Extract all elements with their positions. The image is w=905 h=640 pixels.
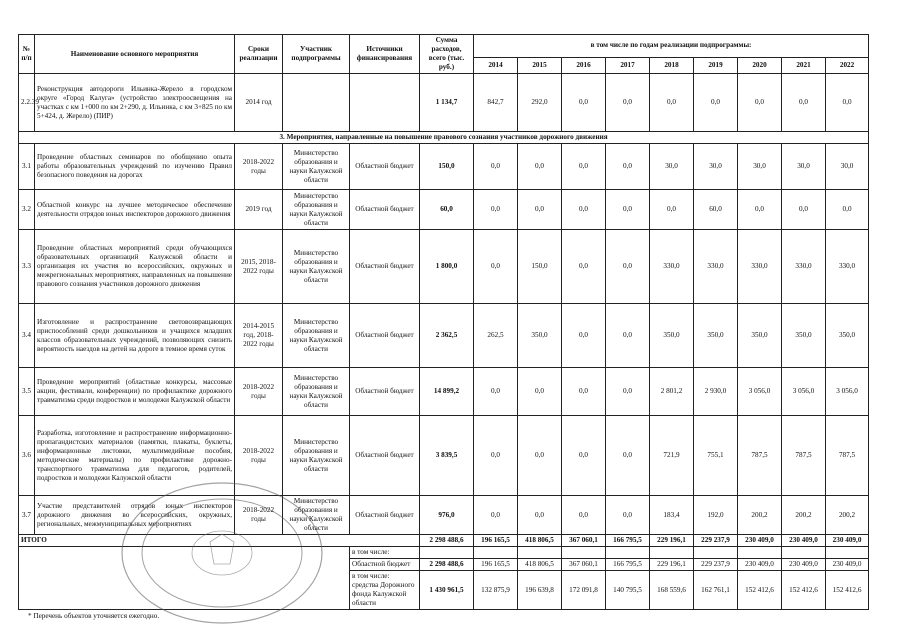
row-value: 200,2 <box>782 496 826 535</box>
program-table <box>18 34 869 610</box>
row-value: 0,0 <box>738 190 782 230</box>
row-value: 2 930,0 <box>694 368 738 416</box>
fund-value: 168 559,6 <box>650 571 694 610</box>
totals-incl-label: в том числе: <box>350 547 420 559</box>
header-source: Источники финансирования <box>350 35 420 74</box>
fund-total: 1 430 961,5 <box>420 571 474 610</box>
totals-value: 229 237,9 <box>694 535 738 547</box>
row-source: Областной бюджет <box>350 230 420 304</box>
row-participant: Министерство образования и науки Калужской области <box>283 230 350 304</box>
totals-value: 230 409,0 <box>826 535 869 547</box>
row-value: 200,2 <box>738 496 782 535</box>
row-term: 2019 год <box>235 190 283 230</box>
row-value: 0,0 <box>562 416 606 496</box>
row-value: 30,0 <box>782 144 826 190</box>
row-value: 0,0 <box>518 416 562 496</box>
row-value: 350,0 <box>650 304 694 368</box>
totals-row <box>19 535 869 547</box>
header-year: 2019 <box>694 57 738 73</box>
row-value: 0,0 <box>474 230 518 304</box>
table-row <box>19 368 869 416</box>
row-value: 30,0 <box>826 144 869 190</box>
row-num: 2.2.39 <box>19 74 35 132</box>
row-value: 0,0 <box>606 190 650 230</box>
row-source: Областной бюджет <box>350 304 420 368</box>
row-source: Областной бюджет <box>350 496 420 535</box>
row-value: 0,0 <box>826 74 869 132</box>
totals-value: 229 196,1 <box>650 535 694 547</box>
program-table-container <box>18 34 868 610</box>
row-value: 0,0 <box>474 144 518 190</box>
row-value: 0,0 <box>474 496 518 535</box>
header-year: 2017 <box>606 57 650 73</box>
row-value: 0,0 <box>782 74 826 132</box>
row-value: 0,0 <box>738 74 782 132</box>
row-participant: Министерство образования и науки Калужской области <box>283 304 350 368</box>
row-value: 3 056,0 <box>738 368 782 416</box>
row-value: 200,2 <box>826 496 869 535</box>
footnote: * Перечень объектов уточняется ежегодно. <box>28 612 160 620</box>
row-name: Разработка, изготовление и распространение информационно-пропагандистских материалов (памятки, плакаты, буклеты, информационные листовки, мультимедийные пособия, методические материалы) по профилактике дорожно-транспортного травматизма для педагогов, родителей, подростков и молодежи Калужской области <box>35 416 235 496</box>
table-row <box>19 230 869 304</box>
row-value: 2 801,2 <box>650 368 694 416</box>
fund-value: 152 412,6 <box>826 571 869 610</box>
row-value: 262,5 <box>474 304 518 368</box>
row-value: 0,0 <box>518 496 562 535</box>
fund-value: 152 412,6 <box>782 571 826 610</box>
row-value: 0,0 <box>474 416 518 496</box>
regional-value: 367 060,1 <box>562 559 606 571</box>
row-total: 976,0 <box>420 496 474 535</box>
row-num: 3.6 <box>19 416 35 496</box>
regional-value: 230 409,0 <box>826 559 869 571</box>
row-total: 2 362,5 <box>420 304 474 368</box>
row-value: 292,0 <box>518 74 562 132</box>
totals-incl-row <box>19 547 869 559</box>
row-term: 2014 год <box>235 74 283 132</box>
fund-value: 172 091,8 <box>562 571 606 610</box>
row-value: 30,0 <box>650 144 694 190</box>
header-year: 2022 <box>826 57 869 73</box>
row-value: 0,0 <box>474 190 518 230</box>
row-source: Областной бюджет <box>350 144 420 190</box>
regional-value: 230 409,0 <box>782 559 826 571</box>
row-value: 330,0 <box>738 230 782 304</box>
row-value: 0,0 <box>650 190 694 230</box>
row-value: 330,0 <box>694 230 738 304</box>
row-value: 150,0 <box>518 230 562 304</box>
regional-value: 230 409,0 <box>738 559 782 571</box>
row-term: 2014-2015 год, 2018-2022 годы <box>235 304 283 368</box>
totals-blank <box>19 547 350 610</box>
row-value: 3 056,0 <box>826 368 869 416</box>
row-value: 0,0 <box>562 144 606 190</box>
row-source: Областной бюджет <box>350 416 420 496</box>
header-name: Наименование основного мероприятия <box>35 35 235 74</box>
row-participant: Министерство образования и науки Калужской области <box>283 144 350 190</box>
row-name: Участие представителей отрядов юных инспекторов дорожного движения во всероссийских, окружных, региональных, межмуниципальных мероприятиях <box>35 496 235 535</box>
row-value: 721,9 <box>650 416 694 496</box>
row-value: 350,0 <box>518 304 562 368</box>
totals-value: 166 795,5 <box>606 535 650 547</box>
row-name: Реконструкция автодороги Ильинка-Жерело в городском округе «Город Калуга» (устройство электроосвещения на участках с км 1+000 по км 2+290, д. Ильинка, с км 3+825 по км 5+424, д. Жерело) (ПИР) <box>35 74 235 132</box>
row-value: 192,0 <box>694 496 738 535</box>
row-value: 330,0 <box>826 230 869 304</box>
row-source: Областной бюджет <box>350 368 420 416</box>
fund-value: 140 795,5 <box>606 571 650 610</box>
row-value: 0,0 <box>562 230 606 304</box>
section-title: 3. Мероприятия, направленные на повышение правового сознания участников дорожного движения <box>19 132 869 144</box>
totals-value: 196 165,5 <box>474 535 518 547</box>
table-row <box>19 190 869 230</box>
row-value: 3 056,0 <box>782 368 826 416</box>
header-year: 2014 <box>474 57 518 73</box>
row-value: 350,0 <box>694 304 738 368</box>
row-value: 30,0 <box>694 144 738 190</box>
row-participant: Министерство образования и науки Калужской области <box>283 496 350 535</box>
row-participant: Министерство образования и науки Калужской области <box>283 368 350 416</box>
table-row <box>19 496 869 535</box>
row-source <box>350 74 420 132</box>
row-value: 0,0 <box>782 190 826 230</box>
row-total: 1 800,0 <box>420 230 474 304</box>
row-value: 0,0 <box>518 190 562 230</box>
totals-label: ИТОГО <box>19 535 420 547</box>
regional-value: 229 196,1 <box>650 559 694 571</box>
row-value: 0,0 <box>518 368 562 416</box>
regional-value: 229 237,9 <box>694 559 738 571</box>
regional-value: 196 165,5 <box>474 559 518 571</box>
table-row <box>19 144 869 190</box>
row-total: 150,0 <box>420 144 474 190</box>
row-value: 0,0 <box>650 74 694 132</box>
row-name: Проведение мероприятий (областные конкурсы, массовые акции, фестивали, конференции) по профилактике дорожного травматизма среди подростков и молодежи Калужской области <box>35 368 235 416</box>
regional-value: 418 806,5 <box>518 559 562 571</box>
row-value: 787,5 <box>738 416 782 496</box>
row-value: 30,0 <box>738 144 782 190</box>
row-participant: Министерство образования и науки Калужской области <box>283 416 350 496</box>
row-name: Проведение областных мероприятий среди обучающихся образовательных организаций Калужской области и организация их участия во всероссийских, окружных и межрегиональных мероприятиях, направленных на повышение правового сознания участников дорожного движения <box>35 230 235 304</box>
row-value: 0,0 <box>694 74 738 132</box>
totals-total: 2 298 488,6 <box>420 535 474 547</box>
row-value: 0,0 <box>562 304 606 368</box>
fund-value: 162 761,1 <box>694 571 738 610</box>
totals-value: 418 806,5 <box>518 535 562 547</box>
row-name: Изготовление и распространение световозвращающих приспособлений среди дошкольников и учащихся младших классов образовательных учреждений, позволяющих снизить вероятность наездов на детей на дороге в темное время суток <box>35 304 235 368</box>
row-value: 330,0 <box>650 230 694 304</box>
row-term: 2018-2022 годы <box>235 368 283 416</box>
table-row <box>19 74 869 132</box>
row-name: Областной конкурс на лучшее методическое обеспечение деятельности отрядов юных инспекторов дорожного движения <box>35 190 235 230</box>
table-row <box>19 304 869 368</box>
row-value: 0,0 <box>606 74 650 132</box>
row-value: 350,0 <box>782 304 826 368</box>
header-year: 2016 <box>562 57 606 73</box>
header-year: 2015 <box>518 57 562 73</box>
header-year: 2021 <box>782 57 826 73</box>
row-total: 14 899,2 <box>420 368 474 416</box>
row-term: 2018-2022 годы <box>235 144 283 190</box>
row-value: 183,4 <box>650 496 694 535</box>
regional-total: 2 298 488,6 <box>420 559 474 571</box>
row-value: 0,0 <box>562 368 606 416</box>
totals-value: 230 409,0 <box>782 535 826 547</box>
row-total: 60,0 <box>420 190 474 230</box>
row-value: 0,0 <box>562 190 606 230</box>
row-participant: Министерство образования и науки Калужской области <box>283 190 350 230</box>
row-term: 2018-2022 годы <box>235 496 283 535</box>
regional-value: 166 795,5 <box>606 559 650 571</box>
row-value: 60,0 <box>694 190 738 230</box>
row-term: 2018-2022 годы <box>235 416 283 496</box>
row-num: 3.3 <box>19 230 35 304</box>
row-total: 3 839,5 <box>420 416 474 496</box>
row-value: 350,0 <box>826 304 869 368</box>
header-num: № п/п <box>19 35 35 74</box>
header-term: Сроки реализации <box>235 35 283 74</box>
row-value: 0,0 <box>562 74 606 132</box>
totals-body <box>19 535 869 610</box>
row-value: 842,7 <box>474 74 518 132</box>
totals-value: 230 409,0 <box>738 535 782 547</box>
row-value: 0,0 <box>606 368 650 416</box>
header-by-years: в том числе по годам реализации подпрограммы: <box>474 35 869 58</box>
row-value: 0,0 <box>562 496 606 535</box>
row-num: 3.7 <box>19 496 35 535</box>
row-value: 0,0 <box>606 416 650 496</box>
regional-label: Областной бюджет <box>350 559 420 571</box>
table-row <box>19 416 869 496</box>
header-year: 2020 <box>738 57 782 73</box>
section-row <box>19 132 869 144</box>
table-body <box>19 74 869 144</box>
fund-value: 196 639,8 <box>518 571 562 610</box>
row-num: 3.1 <box>19 144 35 190</box>
row-source: Областной бюджет <box>350 190 420 230</box>
header-participant: Участник подпрограммы <box>283 35 350 74</box>
row-total: 1 134,7 <box>420 74 474 132</box>
row-value: 0,0 <box>474 368 518 416</box>
fund-value: 152 412,6 <box>738 571 782 610</box>
totals-value: 367 060,1 <box>562 535 606 547</box>
row-value: 350,0 <box>738 304 782 368</box>
row-num: 3.5 <box>19 368 35 416</box>
header-year: 2018 <box>650 57 694 73</box>
row-num: 3.4 <box>19 304 35 368</box>
header-total: Сумма расходов, всего (тыс. руб.) <box>420 35 474 74</box>
row-value: 787,5 <box>826 416 869 496</box>
row-value: 0,0 <box>518 144 562 190</box>
row-value: 787,5 <box>782 416 826 496</box>
row-value: 0,0 <box>606 144 650 190</box>
row-name: Проведение областных семинаров по обобщению опыта работы образовательных учреждений по изучению Правил безопасного поведения на дорогах <box>35 144 235 190</box>
row-value: 755,1 <box>694 416 738 496</box>
row-num: 3.2 <box>19 190 35 230</box>
fund-value: 132 875,9 <box>474 571 518 610</box>
row-participant <box>283 74 350 132</box>
table-rows <box>19 144 869 535</box>
row-value: 0,0 <box>606 304 650 368</box>
row-term: 2015, 2018-2022 годы <box>235 230 283 304</box>
row-value: 0,0 <box>826 190 869 230</box>
fund-label: в том числе: средства Дорожного фонда Калужской области <box>350 571 420 610</box>
row-value: 0,0 <box>606 496 650 535</box>
row-value: 330,0 <box>782 230 826 304</box>
row-value: 0,0 <box>606 230 650 304</box>
